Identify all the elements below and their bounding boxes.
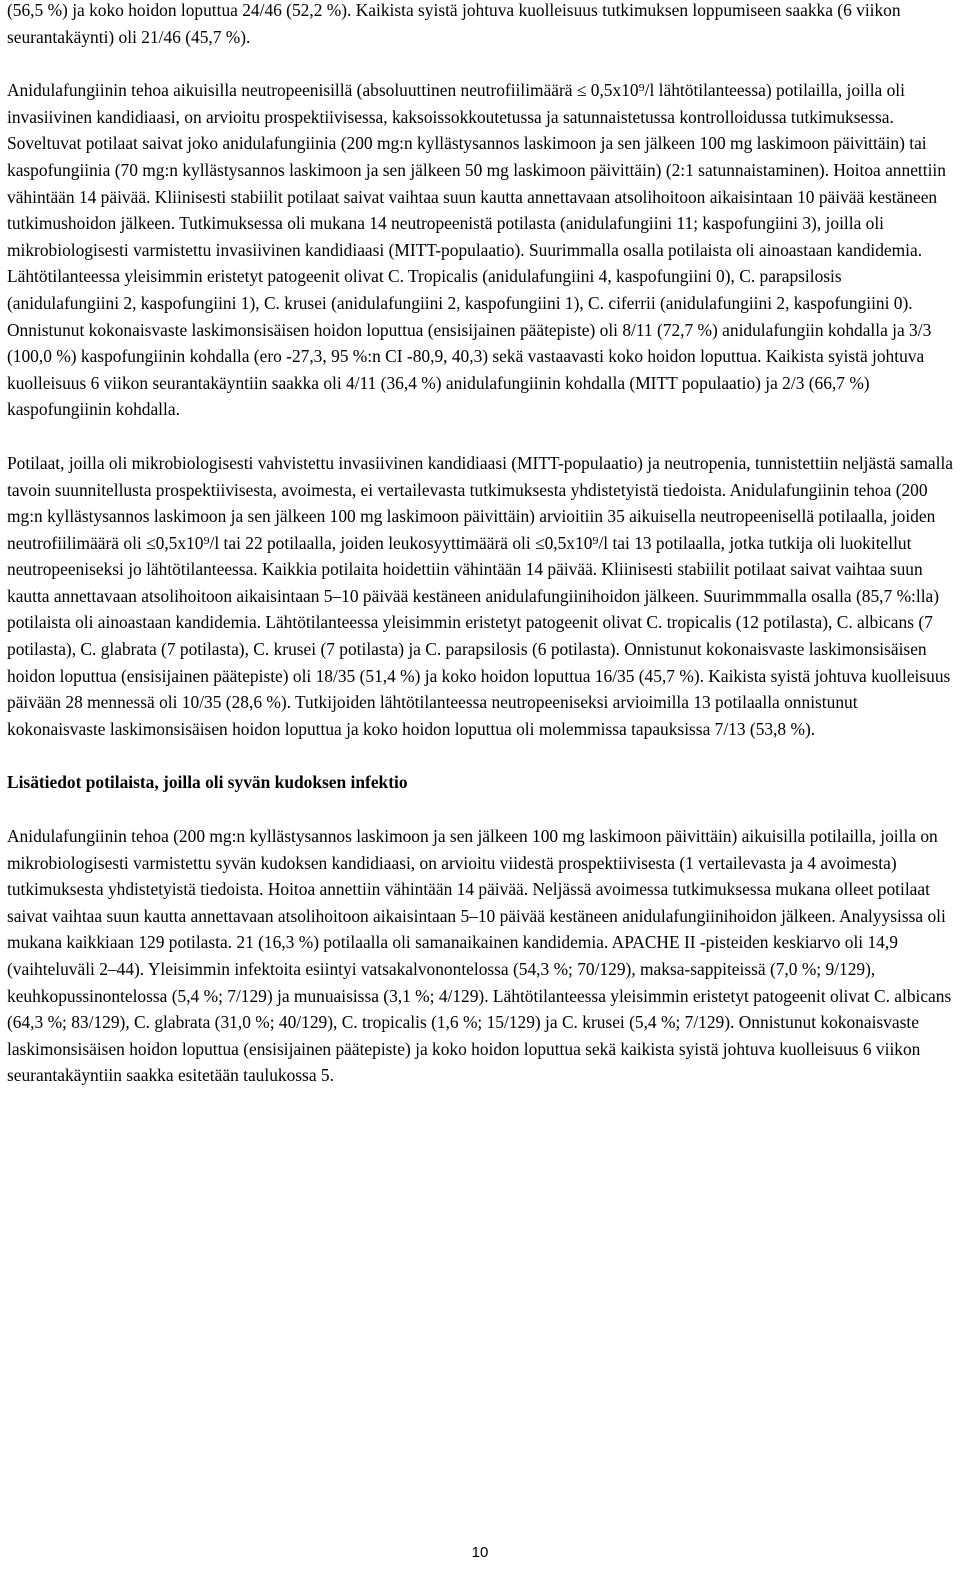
section-heading: Lisätiedot potilaista, joilla oli syvän kudoksen infektio xyxy=(7,772,408,793)
document-page xyxy=(7,0,953,1089)
page-number: 10 xyxy=(471,1544,489,1561)
paragraph-pooled-data: Potilaat, joilla oli mikrobiologisesti vahvistettu invasiivinen kandidiaasi (MITT-populaatio) ja neutropenia, tunnistettiin neljästä samalla tavoin suunnitellusta prospektiivisesta, avoimesta, ei vertailevasta tutkimuksesta yhdistetyistä tiedoista. Anidulafungiinin tehoa (200 mg:n kyllästysannos laskimoon ja sen jälkeen 100 mg laskimoon päivittäin) arvioitiin 35 aikuisella neutropeenisellä potilaalla, joiden neutrofiilimäärä oli ≤0,5x10⁹/l tai 22 potilaalla, joiden leukosyyttimäärä oli ≤0,5x10⁹/l tai 13 potilaalla, jotka tutkija oli luokitellut neutropeeniseksi jo lähtötilanteessa. Kaikkia potilaita hoidettiin vähintään 14 päivää. Kliinisesti stabiilit potilaat saivat vaihtaa suun kautta annettavaan atsolihoitoon aikaisintaan 5–10 päivää kestäneen anidulafungiinihoidon jälkeen. Suurimmmalla osalla (85,7 %:lla) potilaista oli ainoastaan kandidemia. Lähtötilanteessa yleisimmin eristetyt patogeenit olivat C. tropicalis (12 potilasta), C. albicans (7 potilasta), C. glabrata (7 potilasta), C. krusei (7 potilasta) ja C. parapsilosis (6 potilasta). Onnistunut kokonaisvaste laskimonsisäisen hoidon loputtua (ensisijainen päätepiste) oli 18/35 (51,4 %) ja koko hoidon loputtua 16/35 (45,7 %). Kaikista syistä johtuva kuolleisuus päivään 28 mennessä oli 10/35 (28,6 %). Tutkijoiden lähtötilanteessa neutropeeniseksi arvioimilla 13 potilaalla onnistunut kokonaisvaste laskimonsisäisen hoidon loputtua ja koko hoidon loputtua oli molemmissa tapauksissa 7/13 (53,8 %). xyxy=(7,452,953,739)
paragraph-continuation: (56,5 %) ja koko hoidon loputtua 24/46 (52,2 %). Kaikista syistä johtuva kuolleisuus tutkimuksen loppumiseen saakka (6 viikon seurantakäynti) oli 21/46 (45,7 %). xyxy=(7,0,901,47)
paragraph-neutropenic-study: Anidulafungiinin tehoa aikuisilla neutropeenisillä (absoluuttinen neutrofiilimäärä ≤ 0,5x10⁹/l lähtötilanteessa) potilailla, joilla oli invasiivinen kandidiaasi, on arvioitu prospektiivisessa, kaksoissokkoutetussa ja satunnaistetussa kontrolloidussa tutkimuksessa. Soveltuvat potilaat saivat joko anidulafungiinia (200 mg:n kyllästysannos laskimoon ja sen jälkeen 100 mg laskimoon päivittäin) tai kaspofungiinia (70 mg:n kyllästysannos laskimoon ja sen jälkeen 50 mg laskimoon päivittäin) (2:1 satunnaistaminen). Hoitoa annettiin vähintään 14 päivää. Kliinisesti stabiilit potilaat saivat vaihtaa suun kautta annettavaan atsolihoitoon aikaisintaan 10 päivää kestäneen tutkimushoidon jälkeen. Tutkimuksessa oli mukana 14 neutropeenistä potilasta (anidulafungiini 11; kaspofungiini 3), joilla oli mikrobiologisesti varmistettu invasiivinen kandidiaasi (MITT-populaatio). Suurimmalla osalla potilaista oli ainoastaan kandidemia. Lähtötilanteessa yleisimmin eristetyt patogeenit olivat C. Tropicalis (anidulafungiini 4, kaspofungiini 0), C. parapsilosis (anidulafungiini 2, kaspofungiini 1), C. krusei (anidulafungiini 2, kaspofungiini 1), C. ciferrii (anidulafungiini 2, kaspofungiini 0). Onnistunut kokonaisvaste laskimonsisäisen hoidon loputtua (ensisijainen päätepiste) oli 8/11 (72,7 %) anidulafungiin kohdalla ja 3/3 (100,0 %) kaspofungiinin kohdalla (ero -27,3, 95 %:n CI -80,9, 40,3) sekä vastaavasti koko hoidon loputtua. Kaikista syistä johtuva kuolleisuus 6 viikon seurantakäyntiin saakka oli 4/11 (36,4 %) anidulafungiinin kohdalla (MITT populaatio) ja 2/3 (66,7 %) kaspofungiinin kohdalla. xyxy=(7,80,946,420)
paragraph-deep-tissue: Anidulafungiinin tehoa (200 mg:n kyllästysannos laskimoon ja sen jälkeen 100 mg laskimoon päivittäin) aikuisilla potilailla, joilla on mikrobiologisesti varmistettu syvän kudoksen kandidiaasi, on arvioitu viidestä prospektiivisesta (1 vertailevasta ja 4 avoimesta) tutkimuksesta yhdistetyistä tiedoista. Hoitoa annettiin vähintään 14 päivää. Neljässä avoimessa tutkimuksessa mukana olleet potilaat saivat vaihtaa suun kautta annettavaan atsolihoitoon aikaisintaan 5–10 päivää kestäneen anidulafungiinihoidon jälkeen. Analyysissa oli mukana kaikkiaan 129 potilasta. 21 (16,3 %) potilaalla oli samanaikainen kandidemia. APACHE II -pisteiden keskiarvo oli 14,9 (vaihteluväli 2–44). Yleisimmin infektoita esiintyi vatsakalvonontelossa (54,3 %; 70/129), maksa-sappiteissä (7,0 %; 9/129), keuhkopussinontelossa (5,4 %; 7/129) ja munuaisissa (3,1 %; 4/129). Lähtötilanteessa yleisimmin eristetyt patogeenit olivat C. albicans (64,3 %; 83/129), C. glabrata (31,0 %; 40/129), C. tropicalis (1,6 %; 15/129) ja C. krusei (5,4 %; 7/129). Onnistunut kokonaisvaste laskimonsisäisen hoidon loputtua (ensisijainen päätepiste) ja koko hoidon loputtua sekä kaikista syistä johtuva kuolleisuus 6 viikon seurantakäyntiin saakka esitetään taulukossa 5. xyxy=(7,826,952,1086)
